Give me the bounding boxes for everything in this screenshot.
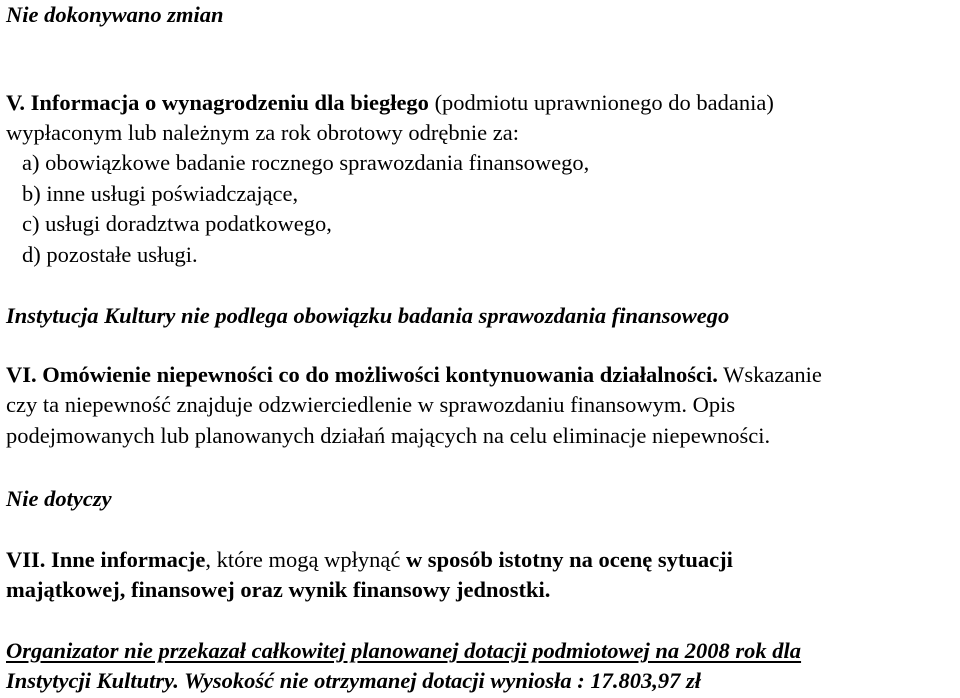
- section-vii-note-line2: Instytycji Kultutry. Wysokość nie otrzymanej dotacji wyniosła : 17.803,97 zł: [6, 668, 702, 693]
- section-v-heading: [6, 88, 774, 118]
- section-v-item-b: b) inne usługi poświadczające,: [22, 181, 299, 206]
- section-vi-note: Nie dotyczy: [6, 486, 112, 511]
- section-vii-heading-2: w sposób istotny na ocenę sytuacji: [405, 547, 733, 572]
- section-vi-line1: [6, 360, 822, 390]
- section-v-item-a: a) obowiązkowe badanie rocznego sprawozdania finansowego,: [22, 150, 590, 175]
- section-vii-line2: majątkowej, finansowej oraz wynik finansowy jednostki.: [6, 577, 551, 602]
- section-vii-heading-1: VII. Inne informacje: [6, 547, 206, 572]
- section-v-item-d: d) pozostałe usługi.: [22, 242, 198, 267]
- section-vi-heading: VI. Omówienie niepewności co do możliwości kontynuowania działalności.: [6, 362, 718, 387]
- section-vi-line3: podejmowanych lub planowanych działań mających na celu eliminacje niepewności.: [6, 423, 771, 448]
- section-vii-note-line1: Organizator nie przekazał całkowitej planowanej dotacji podmiotowej na 2008 rok dla: [6, 638, 802, 663]
- section-vii-line1: [6, 545, 733, 575]
- section-vi-line2: czy ta niepewność znajduje odzwierciedlenie w sprawozdaniu finansowym. Opis: [6, 392, 736, 417]
- section-v-heading-bold: V. Informacja o wynagrodzeniu dla biegłego: [6, 90, 429, 115]
- section-v-note: Instytucja Kultury nie podlega obowiązku badania sprawozdania finansowego: [6, 303, 730, 328]
- section-v-item-c: c) usługi doradztwa podatkowego,: [22, 211, 332, 236]
- section-v-line2: wypłaconym lub należnym za rok obrotowy odrębnie za:: [6, 120, 519, 145]
- section-vii-text-normal: , które mogą wpłynąć: [205, 547, 406, 572]
- section-vi-text1: Wskazanie: [717, 362, 822, 387]
- section-v-heading-rest: (podmiotu uprawnionego do badania): [428, 90, 774, 115]
- no-changes-note: Nie dokonywano zmian: [6, 2, 224, 27]
